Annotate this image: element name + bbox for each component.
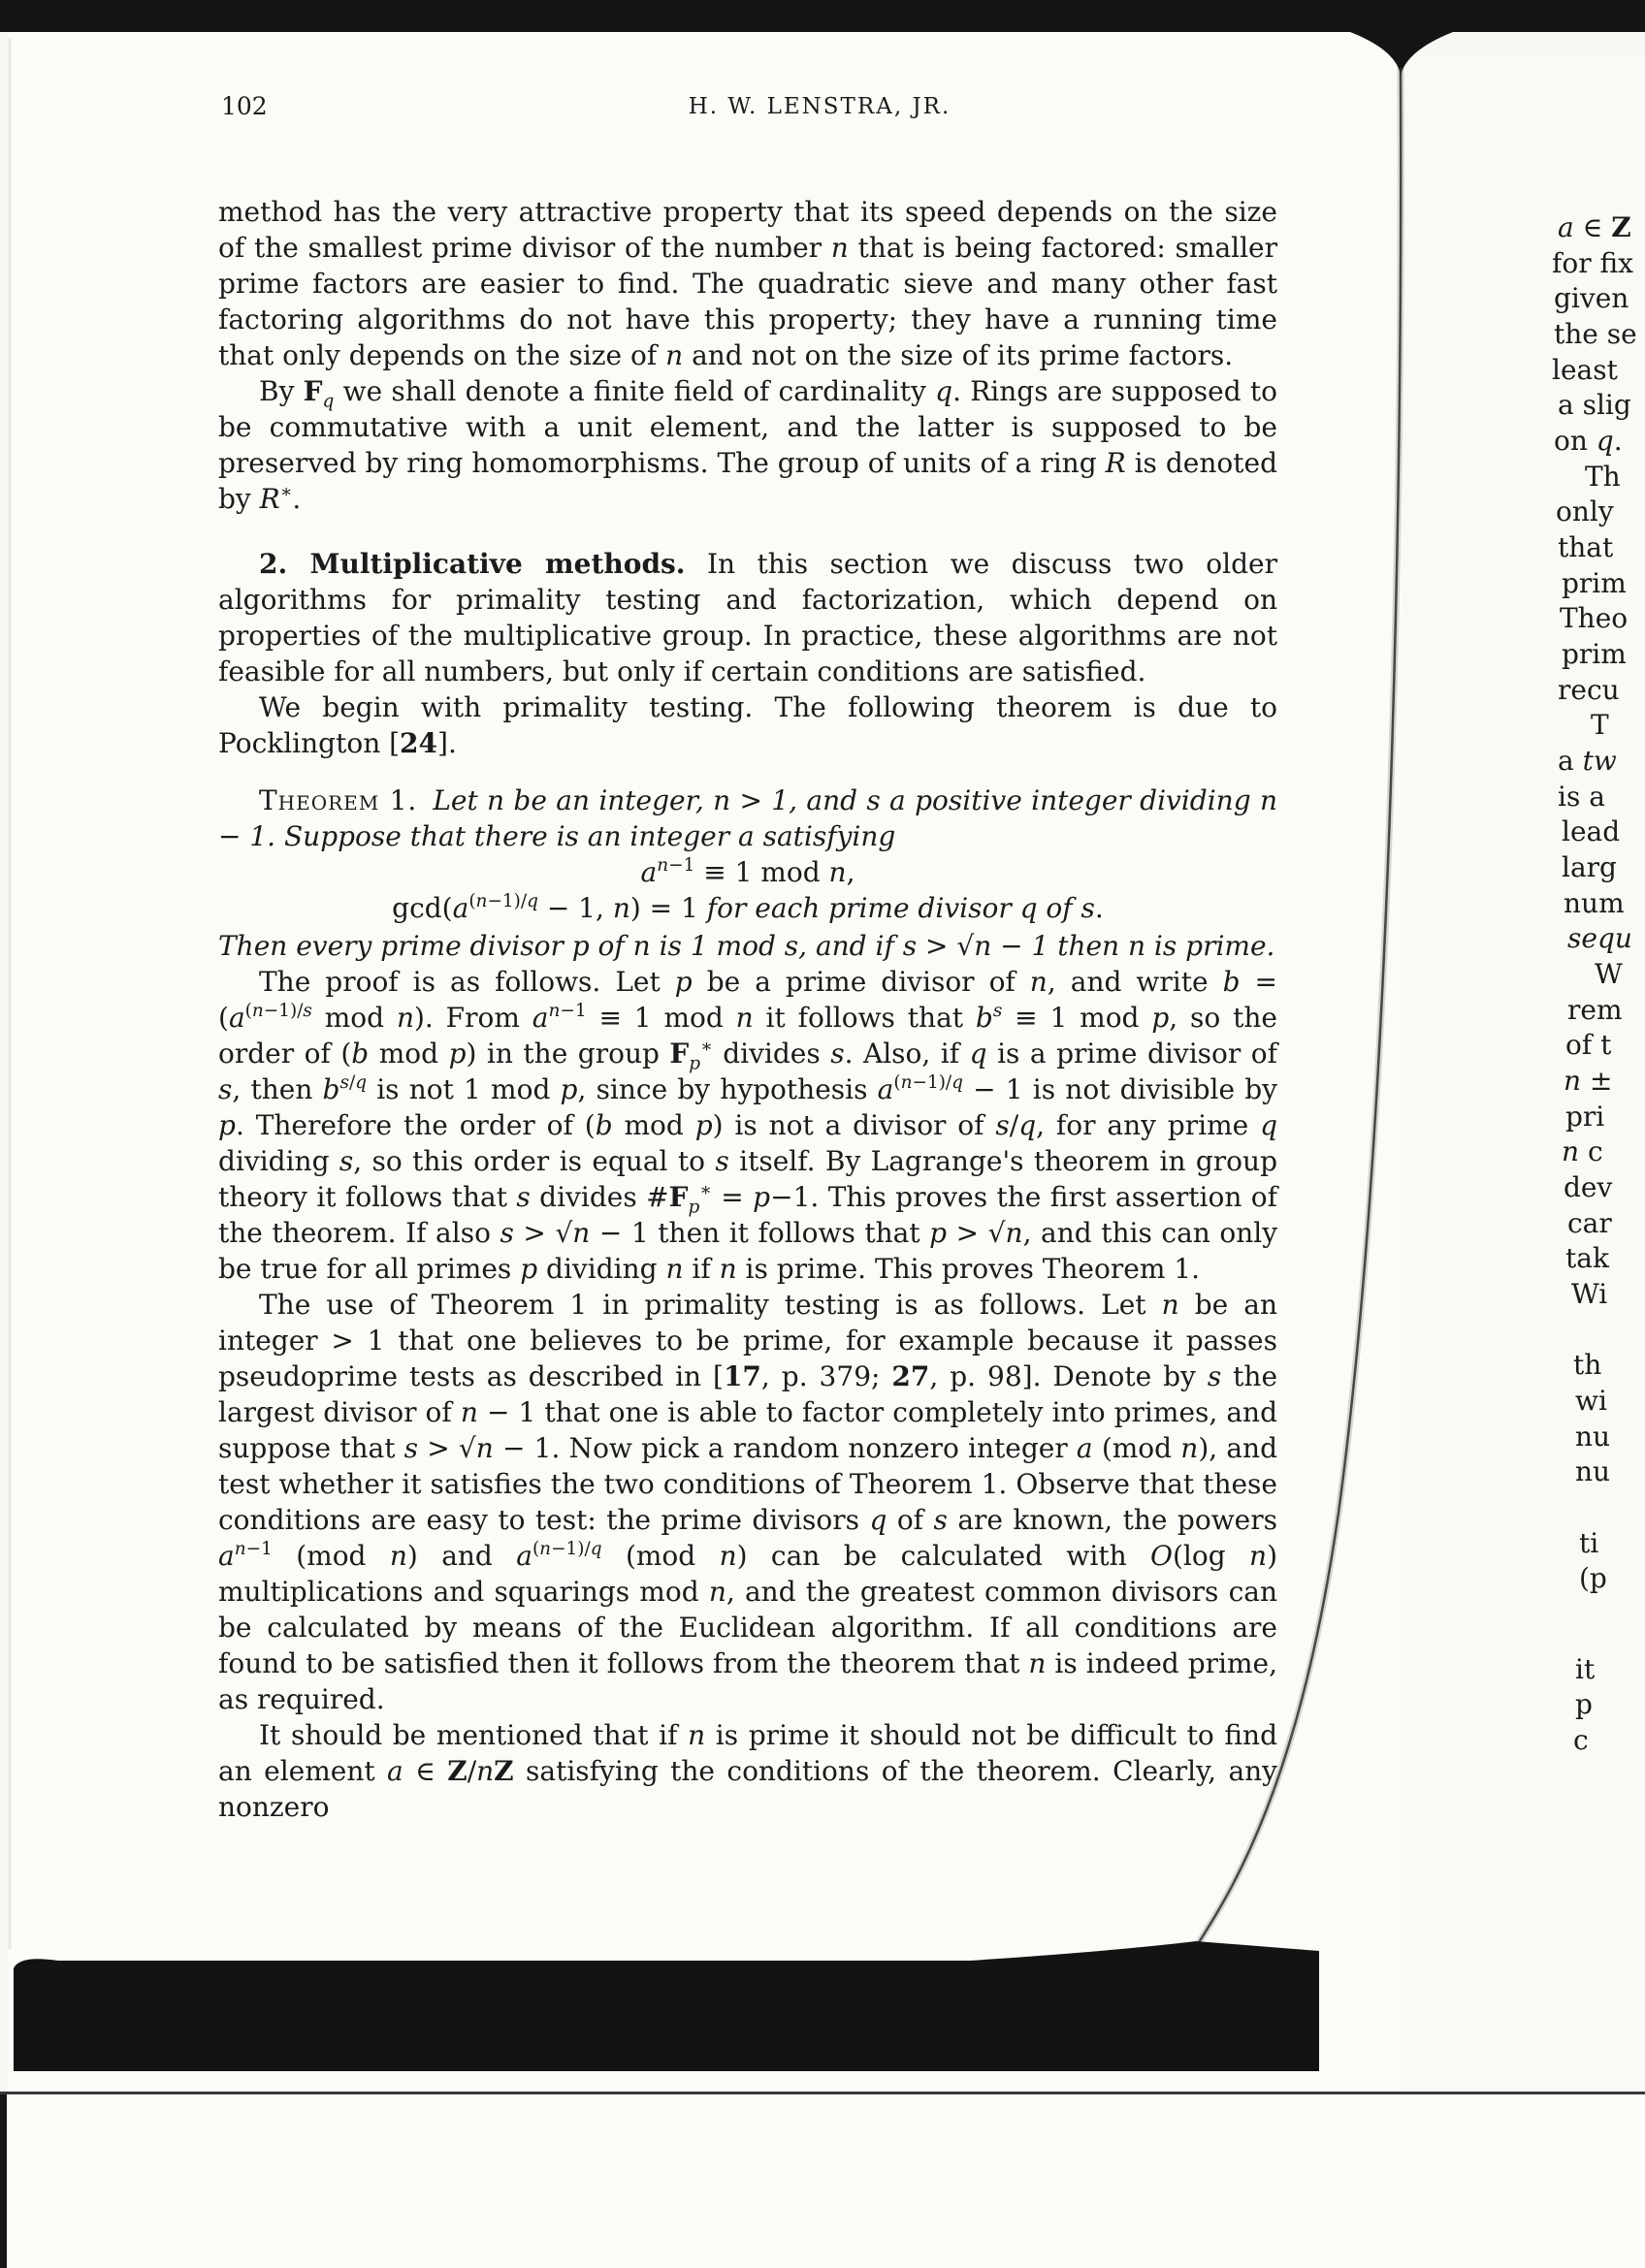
facing-page-text-fragment: prim (1562, 638, 1627, 670)
top-scanner-bar (0, 0, 1645, 32)
facing-page-text-fragment: lead (1562, 815, 1621, 847)
facing-page-text-fragment: T (1591, 709, 1609, 741)
paragraph-notation: By $F_q$ we shall denote a finite field of cardinality q. Rings are supposed to be commutative with a unit element, and the latter is supposed to be preserved by ring homomorphisms. The group of units of a ring R is denoted by R∗. (218, 375, 1278, 515)
facing-page-text-fragment: larg (1562, 851, 1617, 883)
facing-page-text-fragment: n c (1562, 1135, 1603, 1167)
facing-page-text-fragment: a slig (1558, 389, 1631, 421)
paragraph-intro: method has the very attractive property that its speed depends on the size of the smallest prime divisor of the number n that is being factored: smaller prime factors are easier to find. The quadratic sieve and many other fast factoring algorithms do not have this property; they have a running time that only depends on the size of n and not on the size of its prime factors. (218, 196, 1278, 371)
facing-page-text-fragment: sequ (1567, 922, 1632, 954)
facing-page-text-fragment: it (1575, 1653, 1596, 1685)
facing-page-text-fragment: n ± (1564, 1065, 1613, 1097)
facing-page-text-fragment: tak (1565, 1242, 1609, 1274)
facing-page-text-fragment: num (1564, 887, 1625, 919)
facing-page-text-fragment: (p (1579, 1562, 1607, 1594)
facing-page-text-fragment: recu (1558, 674, 1620, 706)
facing-page-text-fragment: for fix (1552, 247, 1633, 279)
facing-page-text-fragment: nu (1575, 1455, 1611, 1487)
facing-page-column (1552, 0, 1645, 2268)
facing-page-text-fragment: a ∈ Z (1558, 211, 1631, 243)
equation-gcd: $\gcd(a^{(n-1)/q} - 1$, n) = 1 for each prime divisor q of s. (392, 890, 1104, 924)
paragraph-final: It should be mentioned that if n is prime it should not be difficult to find an element a ∈ Z/nZ satisfying the conditions of the theorem. Clearly, any nonzero (218, 1719, 1278, 1823)
facing-page-text-fragment: the se (1554, 318, 1637, 350)
facing-page-text-fragment: c (1573, 1724, 1589, 1756)
facing-page-text-fragment: prim (1562, 567, 1627, 599)
section-body: In this section we discuss two older algorithms for primality testing and factorization, which depend on properties of the multiplicative group. In practice, these algorithms are not feasible for all numbers, but only if certain conditions are satisfied. (218, 548, 1277, 687)
facing-page-text-fragment: rem (1567, 994, 1623, 1026)
section-heading: 2. Multiplicative methods. (259, 548, 686, 580)
equation-fermat: $a^{n-1} \equiv 1$ mod n, (640, 854, 855, 888)
theorem-body: Let n be an integer, n > 1, and s a positive integer dividing n − 1. Suppose that there is an integer a satisfying (218, 784, 1278, 852)
facing-page-text-fragment: Wi (1571, 1278, 1608, 1310)
facing-page-text-fragment: dev (1564, 1171, 1613, 1203)
facing-page-text-fragment: given (1554, 282, 1629, 314)
facing-page-text-fragment: Th (1585, 461, 1621, 493)
facing-page-text-fragment: that (1558, 531, 1614, 563)
section-heading-paragraph (218, 546, 1277, 689)
facing-page-text-fragment: is a (1558, 781, 1605, 813)
facing-page-text-fragment: a tw (1558, 745, 1617, 777)
facing-page-text-fragment: car (1567, 1207, 1612, 1239)
facing-page-text-fragment: p (1575, 1688, 1593, 1720)
facing-page-text-fragment: of t (1565, 1029, 1612, 1061)
facing-page-text-fragment: Theo (1560, 602, 1629, 634)
facing-page-text-fragment: W (1595, 958, 1623, 990)
facing-page-text-fragment: ti (1579, 1527, 1599, 1559)
running-header: H. W. LENSTRA, JR. (688, 94, 952, 119)
facing-page-text-fragment: th (1573, 1349, 1602, 1381)
bottom-left-strip (0, 2094, 7, 2268)
bottom-area (0, 2095, 1645, 2268)
facing-page-text-fragment: only (1556, 495, 1614, 527)
facing-page-text-fragment: nu (1575, 1421, 1611, 1453)
main-text-block (218, 194, 1277, 1825)
facing-page-text-fragment: pri (1565, 1101, 1605, 1133)
facing-page-text-fragment: least (1552, 354, 1618, 386)
paragraph-usage: The use of Theorem 1 in primality testing is as follows. Let n be an integer > 1 that one believes to be prime, for example because it passes pseudoprime tests as described in [17, p. 379; 27, p. 98]. Denote by s the largest divisor of n − 1 that one is able to factor completely into primes, and suppose that s > √n − 1. Now pick a random nonzero integer a (mod n), and test whether it satisfies the two conditions of Theorem 1. Observe that these conditions are easy to test: the prime divisors q of s are known, the powers $a^{n-1}$ (mod n) and $a^{(n-1)/q}$ (mod n) can be calculated with O(log n) multiplications and squarings mod n, and the greatest common divisors can be calculated by means of the Euclidean algorithm. If all conditions are found to be satisfied then it follows from the theorem that n is indeed prime, as required. (218, 1289, 1278, 1715)
theorem-conclusion: Then every prime divisor p of n is 1 mod s, and if s > √n − 1 then n is prime. (218, 930, 1275, 962)
facing-page-text-fragment: on q. (1554, 425, 1623, 457)
theorem-1 (218, 783, 1277, 854)
theorem-label: Theorem 1. (259, 784, 418, 816)
paragraph-pocklington: We begin with primality testing. The following theorem is due to Pocklington [24]. (218, 691, 1277, 759)
page-number: 102 (221, 92, 268, 120)
facing-page-text-fragment: wi (1575, 1385, 1607, 1417)
paragraph-proof: The proof is as follows. Let p be a prime divisor of n, and write $b = (a^{(n-1)/s}$ mod n). From $a^{n-1} \equiv 1$ mod n it follows that $b^s \equiv 1$ mod p, so the order of (b mod p) in the group $F_p^∗$ divides s. Also, if q is a prime divisor of s, then $b^{s/q}$ is not 1 mod p, since by hypothesis $a^{(n-1)/q} - 1$ is not divisible by p. Therefore the order of (b mod p) is not a divisor of s/q, for any prime q dividing s, so this order is equal to s itself. By Lagrange's theorem in group theory it follows that s divides $\#F_p^∗ = p-1$. This proves the first assertion of the theorem. If also s > √n − 1 then it follows that p > √n, and this can only be true for all primes p dividing n if n is prime. This proves Theorem 1. (218, 966, 1278, 1285)
